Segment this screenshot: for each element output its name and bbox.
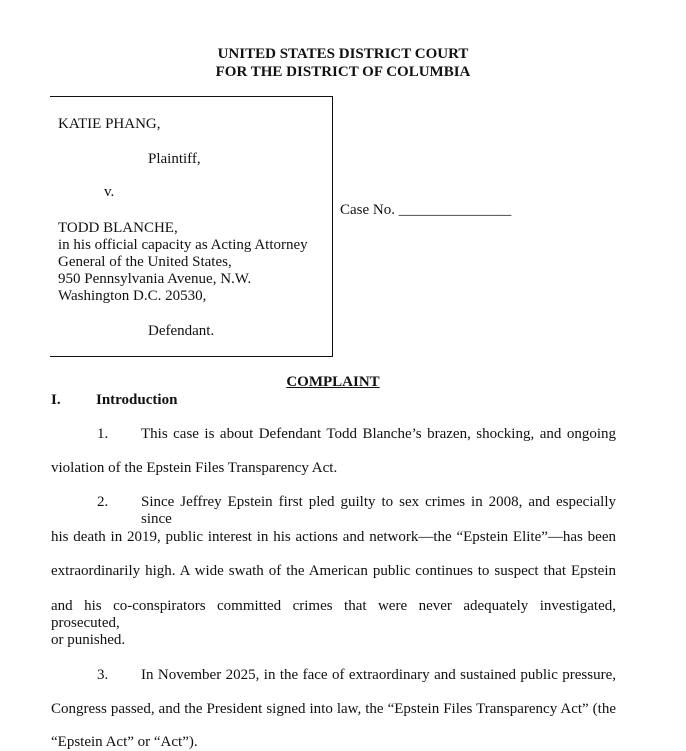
court-name-line1: UNITED STATES DISTRICT COURT	[217, 46, 469, 62]
plaintiff-name: KATIE PHANG,	[58, 116, 161, 132]
paragraph-line: violation of the Epstein Files Transparency Act.	[51, 460, 338, 476]
section-heading	[51, 392, 178, 409]
paragraph-line: “Epstein Act” or “Act”).	[51, 734, 198, 750]
paragraph-line: Congress passed, and the President signed into law, the “Epstein Files Transparency Act” (the	[51, 701, 616, 717]
paragraph-line: extraordinarily high. A wide swath of the American public continues to suspect that Epstein	[51, 563, 616, 579]
defendant-detail-line: General of the United States,	[58, 254, 232, 270]
court-name-line2: FOR THE DISTRICT OF COLUMBIA	[215, 64, 471, 80]
paragraph-number: 3.	[97, 667, 109, 683]
paragraph-line: In November 2025, in the face of extraordinary and sustained public pressure,	[141, 667, 616, 683]
paragraph-line: This case is about Defendant Todd Blanche’s brazen, shocking, and ongoing	[141, 426, 616, 442]
paragraph-line: his death in 2019, public interest in his actions and network—the “Epstein Elite”—has been	[51, 529, 616, 545]
paragraph-line: or punished.	[51, 632, 126, 648]
versus-label: v.	[104, 184, 115, 200]
paragraph-number: 1.	[97, 426, 109, 442]
defendant-name: TODD BLANCHE,	[58, 220, 178, 236]
defendant-detail-line: in his official capacity as Acting Attorney	[58, 237, 308, 253]
defendant-label: Defendant.	[148, 323, 215, 339]
paragraph-line: Since Jeffrey Epstein first pled guilty to sex crimes in 2008, and especially since	[141, 494, 616, 527]
paragraph-number: 2.	[97, 494, 109, 510]
section-title: Introduction	[96, 392, 178, 408]
defendant-detail-line: 950 Pennsylvania Avenue, N.W.	[58, 271, 252, 287]
section-number: I.	[51, 392, 61, 408]
defendant-detail-line: Washington D.C. 20530,	[58, 288, 207, 304]
case-caption-box	[50, 96, 333, 357]
plaintiff-label: Plaintiff,	[148, 151, 201, 167]
document-title: COMPLAINT	[286, 374, 380, 390]
case-number-field: Case No. _______________	[340, 202, 512, 218]
paragraph-line: and his co-conspirators committed crimes that were never adequately investigated, prosecuted,	[51, 598, 616, 631]
